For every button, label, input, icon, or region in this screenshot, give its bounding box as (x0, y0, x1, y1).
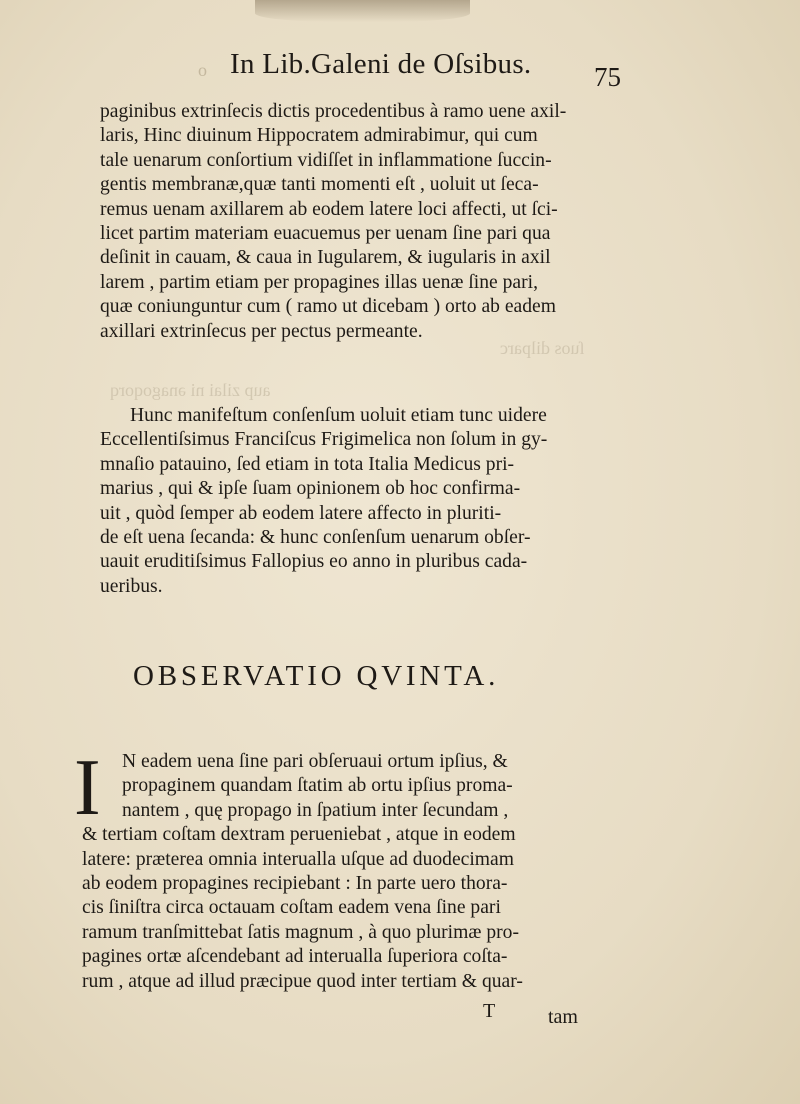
text-line: remus uenam axillarem ab eodem latere loci affecti, ut ſci- (100, 198, 558, 220)
page-stain (255, 0, 470, 22)
text-line: rum , atque ad illud præcipue quod inter tertiam & quar- (82, 970, 523, 992)
header-mark: o (198, 60, 207, 80)
signature-mark: T (483, 1000, 496, 1022)
text-line: deſinit in cauam, & caua in Iugularem, & iugularis in axil (100, 247, 551, 269)
running-title: In Lib.Galeni de Oſsibus. (230, 48, 532, 80)
paragraph-3 (82, 750, 622, 994)
text-line: larem , partim etiam per propagines illas uenæ ſine pari, (100, 271, 538, 293)
catchword: tam (548, 1006, 578, 1028)
paragraph-1 (100, 100, 620, 344)
page-number: 75 (594, 62, 621, 92)
text-line: & tertiam coſtam dextram perueniebat , atque in eodem (82, 824, 516, 846)
page-header (0, 48, 800, 98)
text-line: Hunc manifeſtum conſenſum uoluit etiam tunc uidere (130, 405, 547, 426)
text-line: laris, Hinc diuinum Hippocratem admirabimur, qui cum (100, 125, 538, 147)
drop-capital: I (74, 744, 101, 832)
text-line: propaginem quandam ſtatim ab ortu ipſius proma- (122, 775, 513, 797)
bleed-through-text: ſuos dilparc (500, 338, 585, 358)
text-line: licet partim materiam euacuemus per uenam ſine pari qua (100, 222, 551, 244)
section-heading: OBSERVATIO QVINTA. (133, 660, 500, 692)
text-line: mnaſio patauino, ſed etiam in tota Italia Medicus pri- (100, 453, 515, 475)
text-line: de eſt uena ſecanda: & hunc conſenſum uenarum obſer- (100, 526, 531, 548)
text-line: N eadem uena ſine pari obſeruaui ortum ipſius, & (122, 751, 508, 772)
text-line: ueribus. (100, 575, 163, 597)
text-line: marius , qui & ipſe ſuam opinionem ob hoc confirma- (100, 478, 521, 500)
text-line: latere: præterea omnia interualla uſque ad duodecimam (82, 848, 514, 870)
text-line: Eccellentiſsimus Franciſcus Frigimelica non ſolum in gy- (100, 429, 548, 451)
text-line: uit , quòd ſemper ab eodem latere affecto in pluriti- (100, 502, 502, 524)
bleed-through-text: aup zilai ni ənagoqorq (110, 380, 271, 400)
text-line: gentis membranæ,quæ tanti momenti eſt , uoluit ut ſeca- (100, 174, 539, 196)
text-line: uauit eruditiſsimus Fallopius eo anno in pluribus cada- (100, 551, 528, 573)
text-line: pagines ortæ aſcendebant ad interualla ſuperiora coſta- (82, 946, 508, 968)
text-line: nantem , quę propago in ſpatium inter ſecundam , (122, 799, 509, 821)
text-line: quæ coniunguntur cum ( ramo ut dicebam ) orto ab eadem (100, 296, 556, 318)
page-footer (0, 1000, 800, 1030)
text-line: tale uenarum conſortium vidiſſet in inflammatione ſuccin- (100, 149, 552, 171)
text-line: axillari extrinſecus per pectus permeante. (100, 320, 423, 342)
text-line: ramum tranſmittebat ſatis magnum , à quo plurimæ pro- (82, 921, 519, 943)
text-line: ab eodem propagines recipiebant : In parte uero thora- (82, 872, 508, 894)
text-line: paginibus extrinſecis dictis procedentibus à ramo uene axil- (100, 101, 567, 122)
paragraph-2 (100, 404, 620, 599)
text-line: cis ſiniſtra circa octauam coſtam eadem vena ſine pari (82, 897, 501, 919)
